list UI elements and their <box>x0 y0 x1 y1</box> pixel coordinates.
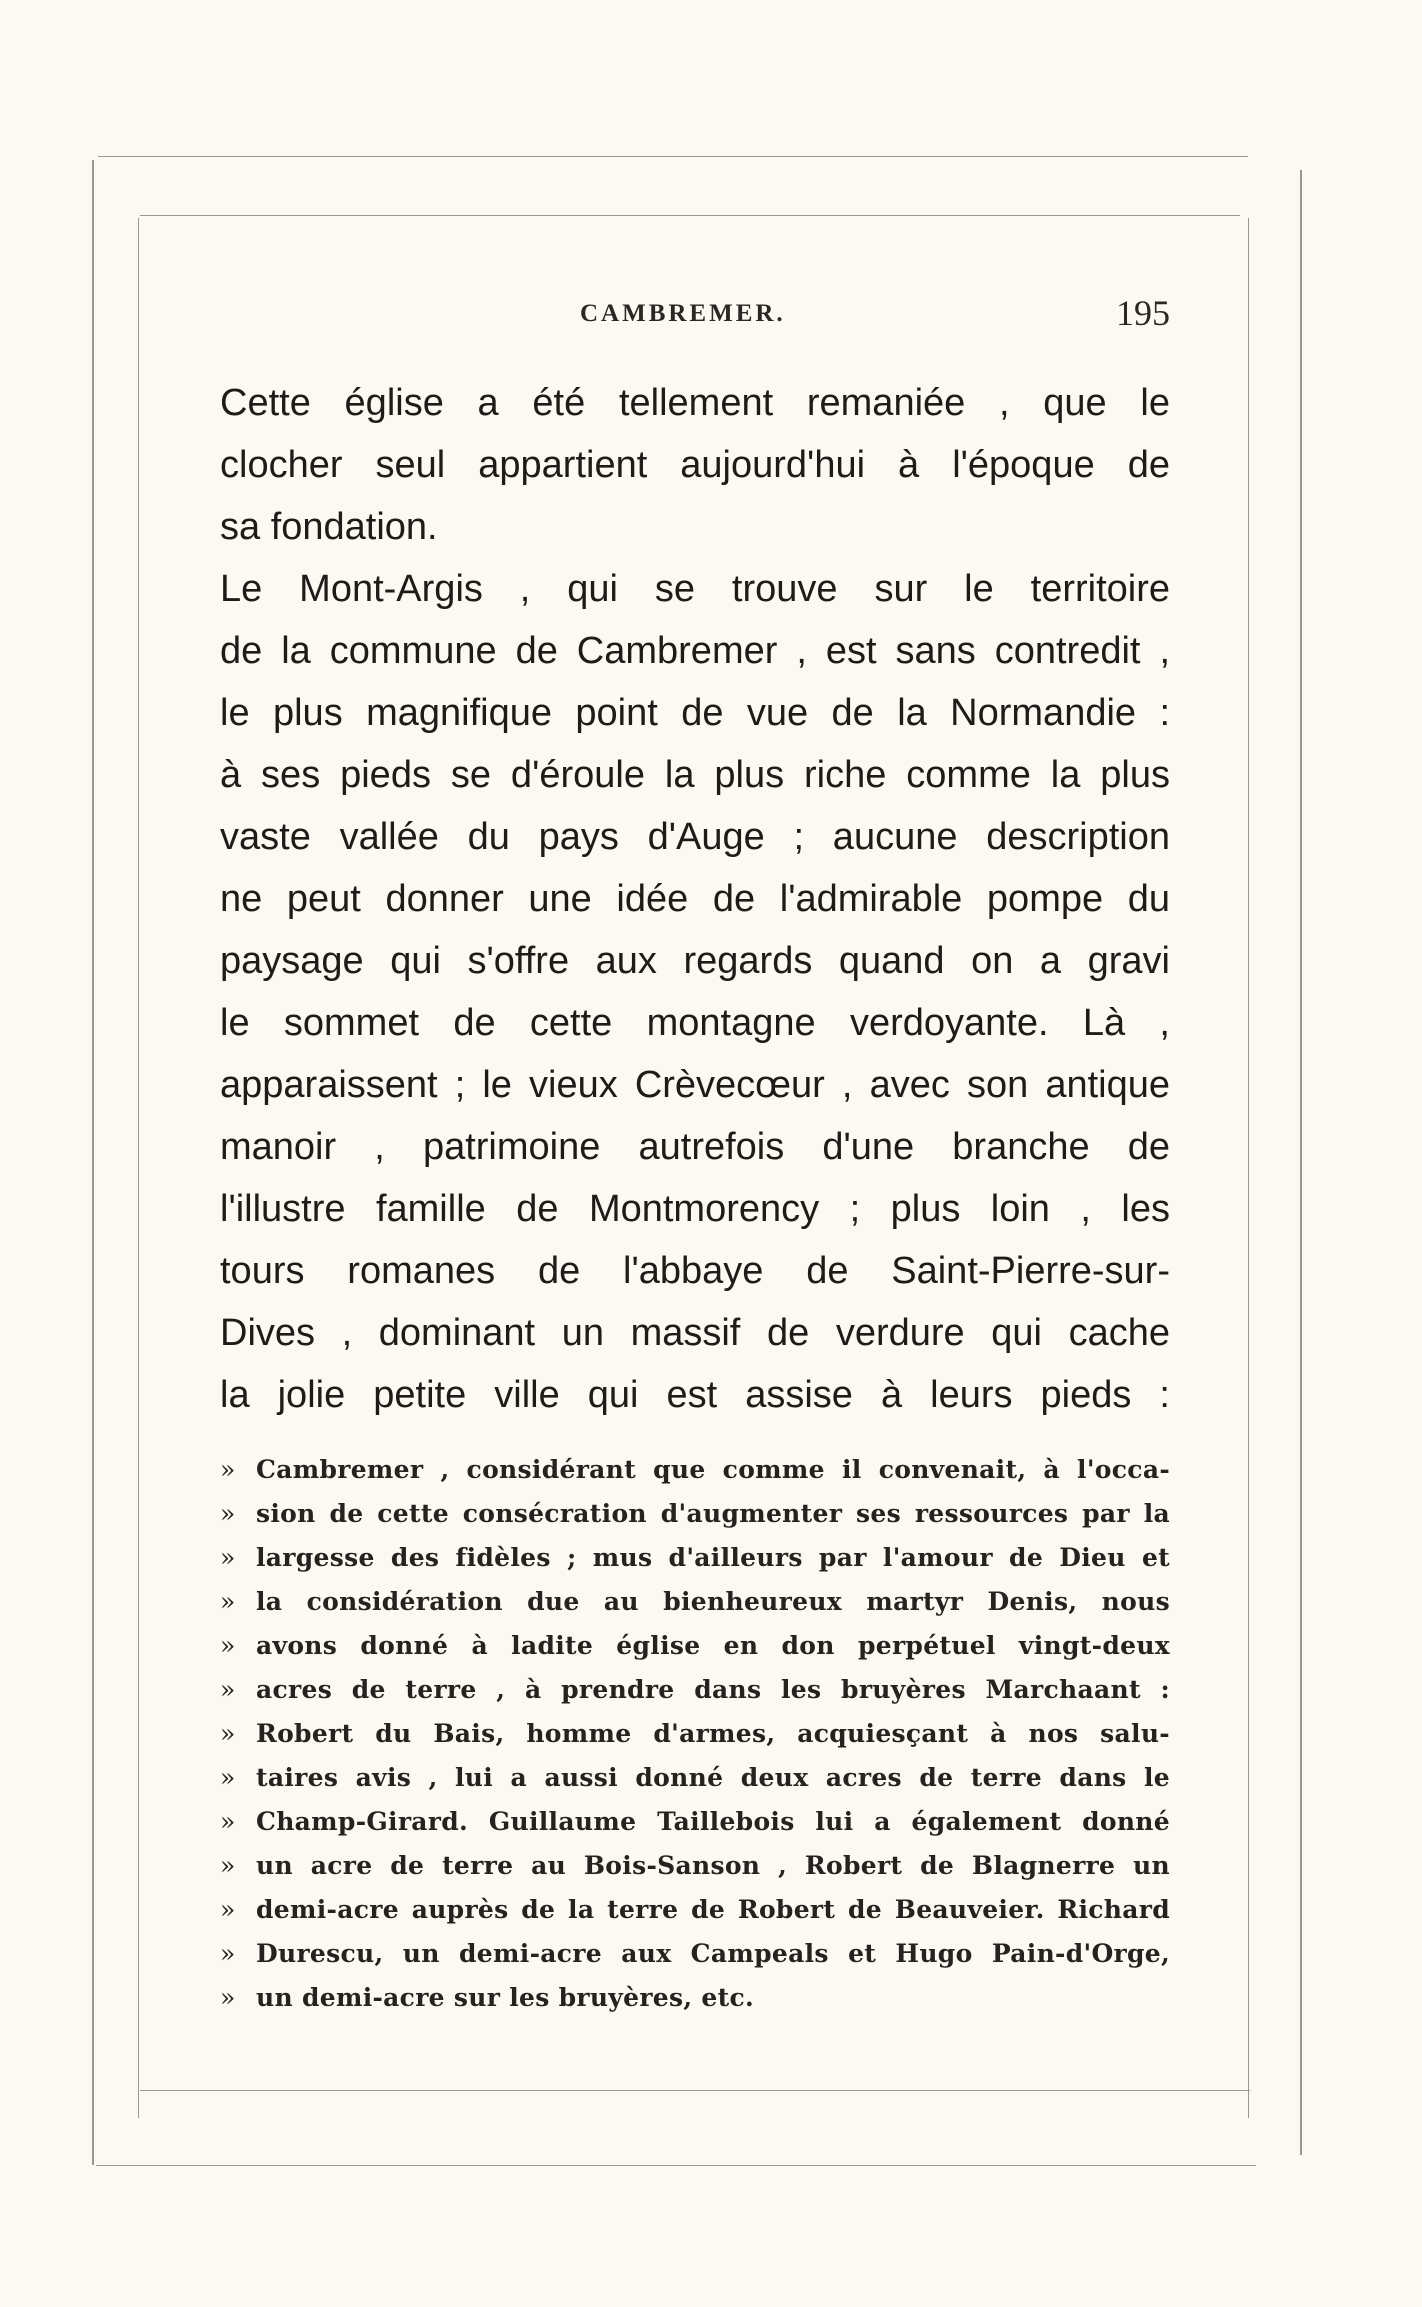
guillemet-mark: » <box>220 1455 236 1484</box>
guillemet-mark: » <box>220 1763 236 1792</box>
text-line: manoir , patrimoine autrefois d'une branche de <box>220 1126 1170 1168</box>
quote-line <box>220 1800 1170 1844</box>
guillemet-mark: » <box>220 1983 236 2012</box>
quote-text: Durescu, un demi-acre aux Campeals et Hugo Pain-d'Orge, <box>256 1939 1170 1968</box>
guillemet-mark: » <box>220 1499 236 1528</box>
guillemet-mark: » <box>220 1807 236 1836</box>
frame-bottom-inner <box>140 2090 1250 2091</box>
quoted-charter <box>220 1448 1170 2020</box>
frame-right-outer <box>1300 170 1302 2155</box>
quote-text: largesse des fidèles ; mus d'ailleurs par l'amour de Dieu et <box>256 1543 1170 1572</box>
guillemet-mark: » <box>220 1895 236 1924</box>
quote-line <box>220 1932 1170 1976</box>
quote-line <box>220 1756 1170 1800</box>
quote-line <box>220 1492 1170 1536</box>
quote-line <box>220 1536 1170 1580</box>
quote-text: la considération due au bienheureux martyr Denis, nous <box>256 1587 1170 1616</box>
text-line: le plus magnifique point de vue de la Normandie : <box>220 692 1170 734</box>
text-line: le sommet de cette montagne verdoyante. Là , <box>220 1002 1170 1044</box>
quote-text: avons donné à ladite église en don perpétuel vingt-deux <box>256 1631 1170 1660</box>
quote-line <box>220 1712 1170 1756</box>
text-line: de la commune de Cambremer , est sans contredit , <box>220 630 1170 672</box>
frame-top-outer <box>98 156 1248 157</box>
quote-line <box>220 1448 1170 1492</box>
quote-text: acres de terre , à prendre dans les bruyères Marchaant : <box>256 1675 1170 1704</box>
quote-text: Champ-Girard. Guillaume Taillebois lui a également donné <box>256 1807 1170 1836</box>
quote-line <box>220 1976 1170 2020</box>
text-line: tours romanes de l'abbaye de Saint-Pierre-sur- <box>220 1250 1170 1292</box>
quote-text: Cambremer , considérant que comme il convenait, à l'occa- <box>256 1455 1170 1484</box>
quote-text: un demi-acre sur les bruyères, etc. <box>256 1983 754 2012</box>
text-line: vaste vallée du pays d'Auge ; aucune description <box>220 816 1170 858</box>
page-header <box>220 293 1170 340</box>
guillemet-mark: » <box>220 1719 236 1748</box>
text-line: Cette église a été tellement remaniée , que le <box>220 382 1170 424</box>
quote-text: un acre de terre au Bois-Sanson , Robert de Blagnerre un <box>256 1851 1170 1880</box>
text-line: apparaissent ; le vieux Crèvecœur , avec son antique <box>220 1064 1170 1106</box>
quote-line <box>220 1624 1170 1668</box>
quote-line <box>220 1888 1170 1932</box>
text-line: sa fondation. <box>220 506 438 548</box>
frame-left-inner <box>138 218 139 2118</box>
quote-line <box>220 1844 1170 1888</box>
running-title: CAMBREMER. <box>580 300 786 327</box>
frame-left-outer <box>92 160 94 2165</box>
text-line: ne peut donner une idée de l'admirable pompe du <box>220 878 1170 920</box>
guillemet-mark: » <box>220 1851 236 1880</box>
text-line: la jolie petite ville qui est assise à leurs pieds : <box>220 1374 1170 1416</box>
text-line: Dives , dominant un massif de verdure qui cache <box>220 1312 1170 1354</box>
page-number: 195 <box>1116 293 1170 333</box>
guillemet-mark: » <box>220 1939 236 1968</box>
quote-text: taires avis , lui a aussi donné deux acres de terre dans le <box>256 1763 1170 1792</box>
quote-text: demi-acre auprès de la terre de Robert de Beauveier. Richard <box>256 1895 1170 1924</box>
text-line: paysage qui s'offre aux regards quand on a gravi <box>220 940 1170 982</box>
frame-top-inner <box>140 215 1240 216</box>
text-line: à ses pieds se d'éroule la plus riche comme la plus <box>220 754 1170 796</box>
frame-bottom-outer <box>96 2165 1256 2166</box>
guillemet-mark: » <box>220 1587 236 1616</box>
guillemet-mark: » <box>220 1631 236 1660</box>
text-line: clocher seul appartient aujourd'hui à l'époque de <box>220 444 1170 486</box>
quote-text: sion de cette consécration d'augmenter ses ressources par la <box>256 1499 1170 1528</box>
quote-line <box>220 1580 1170 1624</box>
text-line: Le Mont-Argis , qui se trouve sur le territoire <box>220 568 1170 610</box>
quote-text: Robert du Bais, homme d'armes, acquiesçant à nos salu- <box>256 1719 1170 1748</box>
quote-line <box>220 1668 1170 1712</box>
body-text <box>220 372 1170 1426</box>
frame-right-inner <box>1248 218 1249 2118</box>
guillemet-mark: » <box>220 1543 236 1572</box>
guillemet-mark: » <box>220 1675 236 1704</box>
text-line: l'illustre famille de Montmorency ; plus loin , les <box>220 1188 1170 1230</box>
